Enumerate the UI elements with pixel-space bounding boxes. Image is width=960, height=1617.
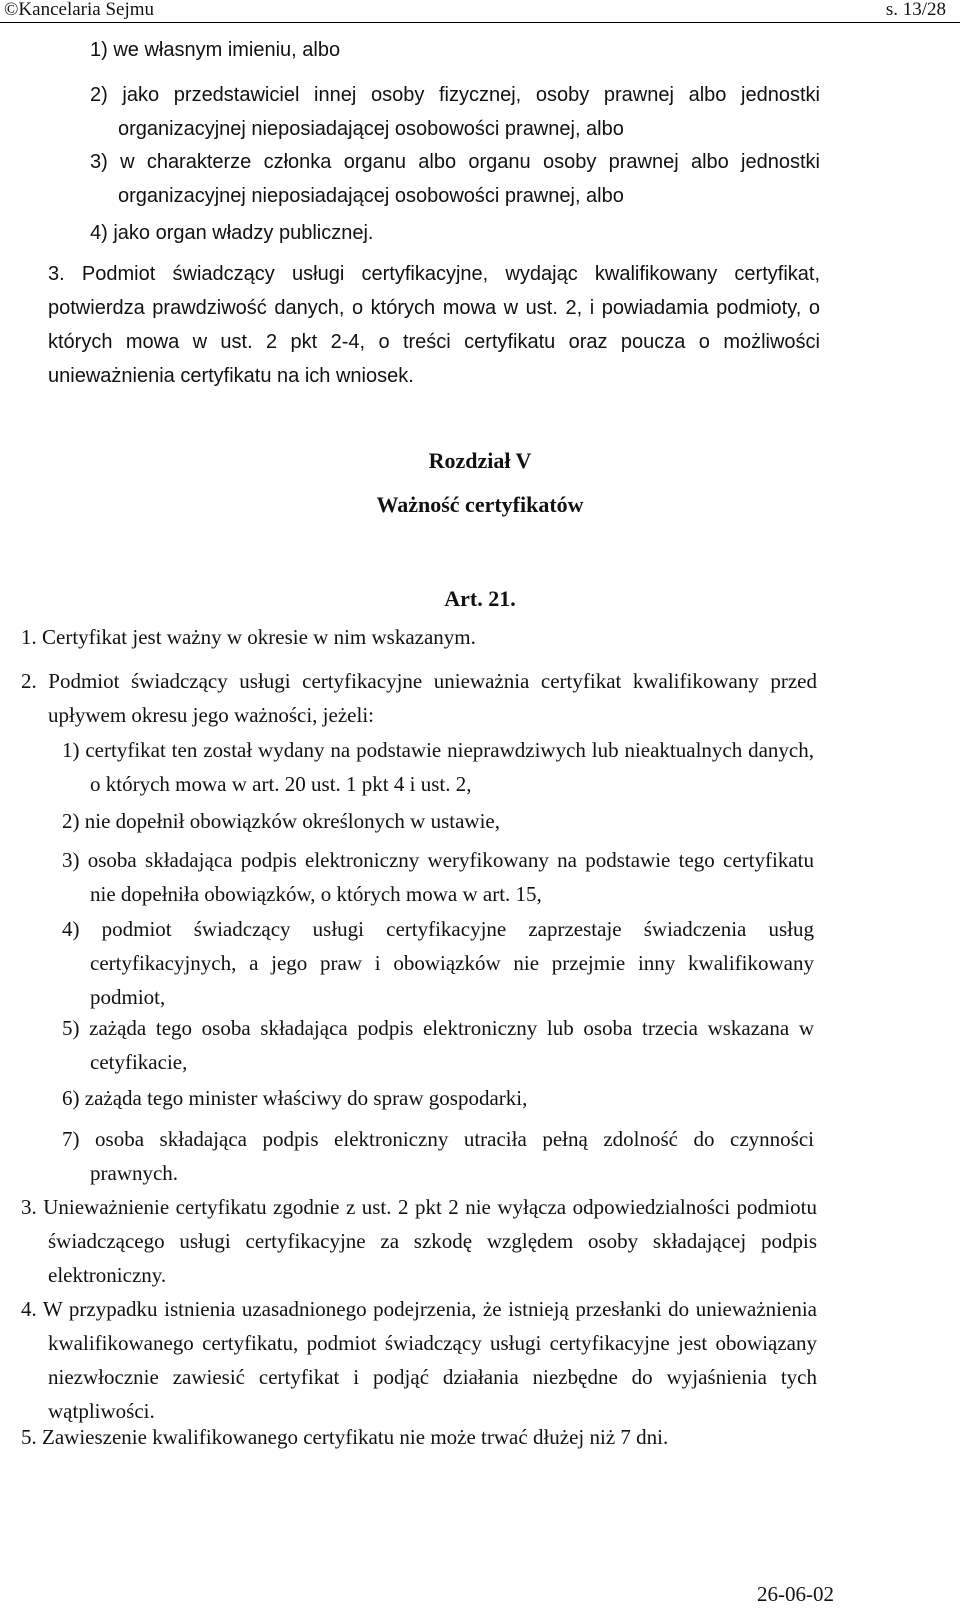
list-item-3: 3) osoba składająca podpis elektroniczny weryfikowany na podstawie tego certyfikatu nie dopełniła obowiązków, o których mowa w art. 15,: [62, 848, 814, 906]
list-item-5: 5) zażąda tego osoba składająca podpis elektroniczny lub osoba trzecia wskazana w cetyfikacie,: [62, 1016, 814, 1074]
upper-item-3: 3) w charakterze członka organu albo organu osoby prawnej albo jednostki organizacyjnej nieposiadającej osobowości prawnej, albo: [90, 151, 820, 207]
chapter-title: Rozdział V: [428, 448, 532, 473]
list-item-7: 7) osoba składająca podpis elektroniczny utraciła pełną zdolność do czynności prawnych.: [62, 1127, 814, 1185]
footer-date: 26-06-02: [757, 1582, 834, 1606]
list-item-6: 6) zażąda tego minister właściwy do spraw gospodarki,: [62, 1086, 528, 1110]
article-paragraph-3: 3. Unieważnienie certyfikatu zgodnie z ust. 2 pkt 2 nie wyłącza odpowiedzialności podmiotu świadczącego usługi certyfikacyjne za szkodę względem osoby składającej podpis elektroniczny.: [21, 1195, 817, 1287]
header-copyright: ©Kancelaria Sejmu: [4, 0, 155, 20]
upper-item-2: 2) jako przedstawiciel innej osoby fizycznej, osoby prawnej albo jednostki organizacyjnej nieposiadającej osobowości prawnej, albo: [90, 84, 820, 140]
article-paragraph-1: 1. Certyfikat jest ważny w okresie w nim wskazanym.: [21, 625, 476, 649]
upper-item-4: 4) jako organ władzy publicznej.: [90, 222, 374, 244]
page-header: [0, 0, 960, 23]
header-page-number: s. 13/28: [885, 0, 946, 20]
list-item-4: 4) podmiot świadczący usługi certyfikacyjne zaprzestaje świadczenia usług certyfikacyjnych, a jego praw i obowiązków nie przejmie inny kwalifikowany podmiot,: [62, 917, 814, 1009]
article-paragraph-5: 5. Zawieszenie kwalifikowanego certyfikatu nie może trwać dłużej niż 7 dni.: [21, 1425, 669, 1449]
article-title: Art. 21.: [444, 586, 516, 611]
article-paragraph-2: 2. Podmiot świadczący usługi certyfikacyjne unieważnia certyfikat kwalifikowany przed upływem okresu jego ważności, jeżeli:: [21, 669, 817, 727]
list-item-1: 1) certyfikat ten został wydany na podstawie nieprawdziwych lub nieaktualnych danych, o których mowa w art. 20 ust. 1 pkt 4 i ust. 2,: [62, 738, 814, 796]
upper-item-1: 1) we własnym imieniu, albo: [90, 39, 341, 61]
chapter-subtitle: Ważność certyfikatów: [376, 492, 584, 517]
list-item-2: 2) nie dopełnił obowiązków określonych w ustawie,: [62, 809, 500, 833]
paragraph-3: 3. Podmiot świadczący usługi certyfikacyjne, wydając kwalifikowany certyfikat, potwierdza prawdziwość danych, o których mowa w ust. 2, i powiadamia podmioty, o których mowa w ust. 2 pkt 2-4, o treści certyfikatu oraz poucza o możliwości unieważnienia certyfikatu na ich wniosek.: [48, 263, 820, 387]
article-paragraph-4: 4. W przypadku istnienia uzasadnionego podejrzenia, że istnieją przesłanki do unieważnienia kwalifikowanego certyfikatu, podmiot świadczący usługi certyfikacyjne jest obowiązany niezwłocznie zawiesić certyfikat i podjąć działania niezbędne do wyjaśnienia tych wątpliwości.: [21, 1297, 817, 1423]
